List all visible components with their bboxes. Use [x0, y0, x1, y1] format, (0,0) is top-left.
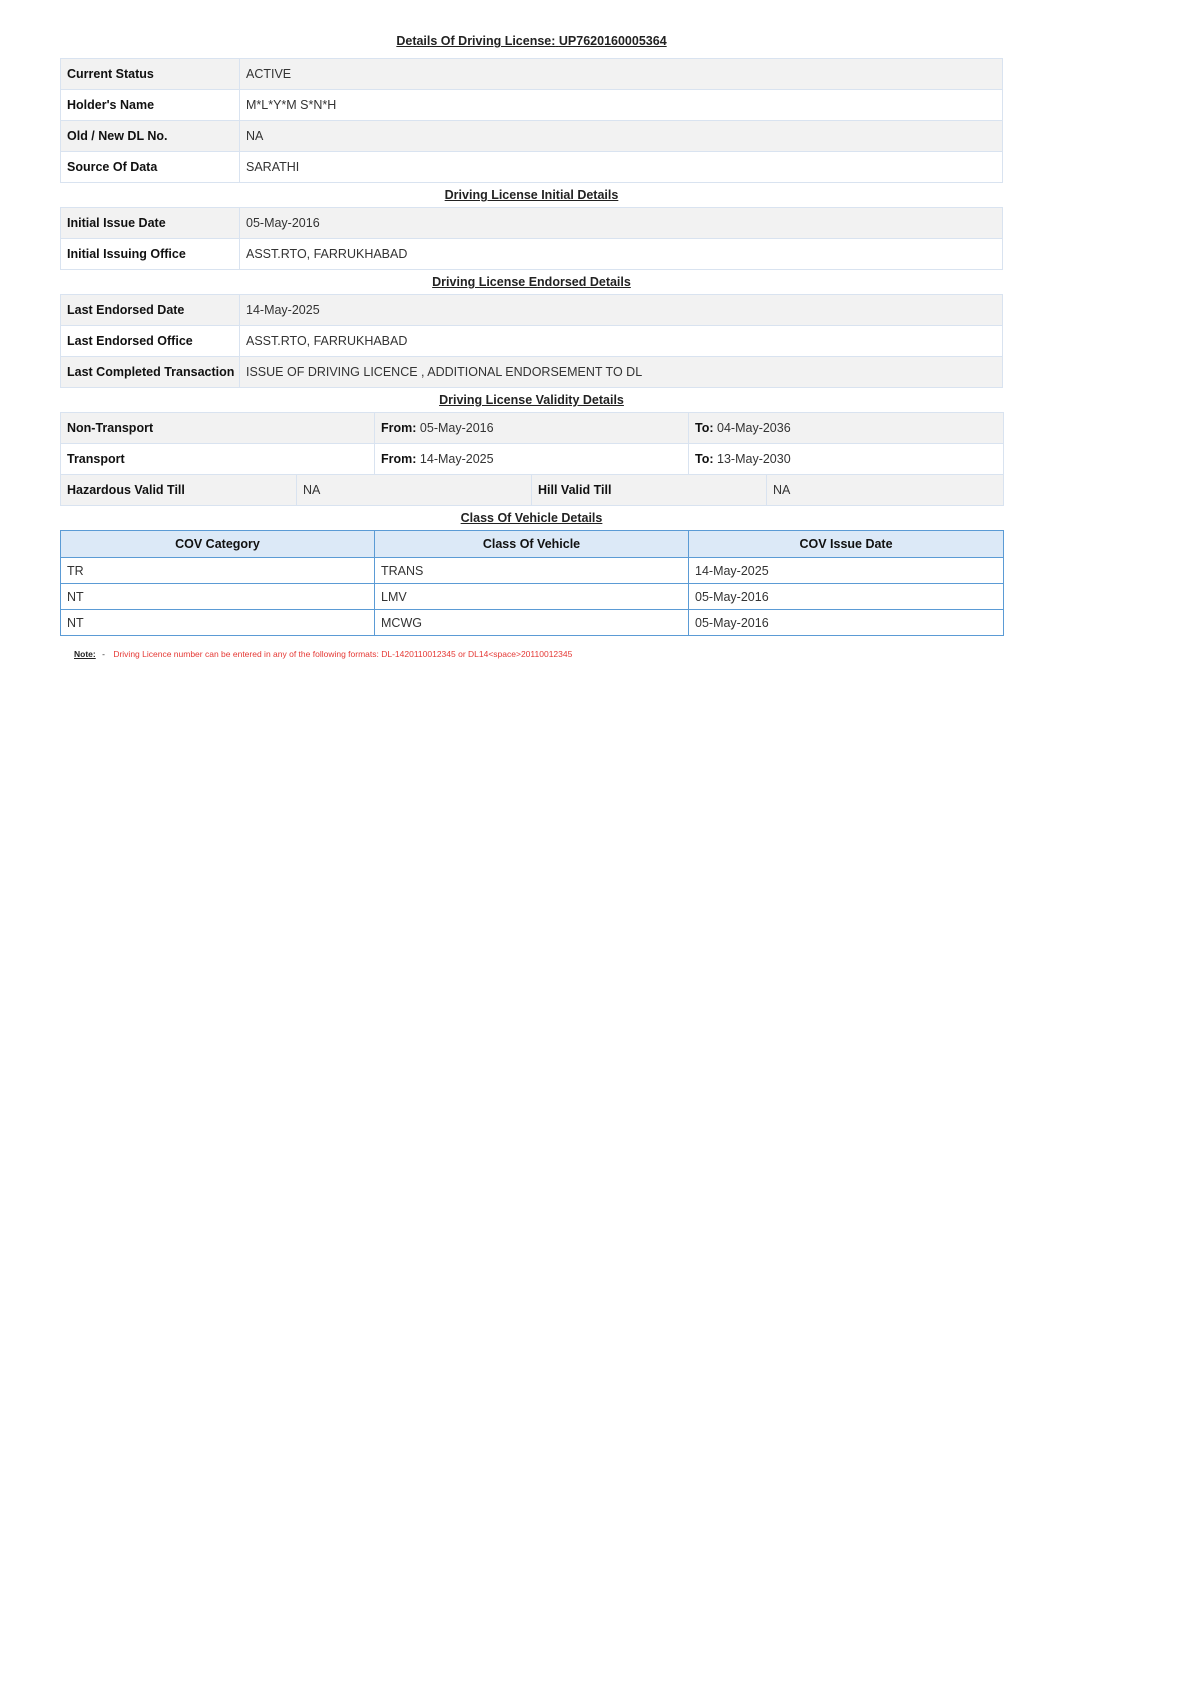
note-label: Note:	[74, 649, 96, 659]
non-transport-from	[375, 413, 689, 444]
page-title-prefix: Details Of Driving License:	[396, 34, 556, 48]
last-endorsed-date-label: Last Endorsed Date	[61, 295, 240, 326]
last-endorsed-office-label: Last Endorsed Office	[61, 326, 240, 357]
cov-category-cell: NT	[61, 610, 375, 636]
last-completed-transaction-label: Last Completed Transaction	[61, 357, 240, 388]
class-of-vehicle-cell: LMV	[375, 584, 689, 610]
table-row	[61, 413, 1004, 444]
cov-issue-date-cell: 14-May-2025	[689, 558, 1004, 584]
source-of-data-label: Source Of Data	[61, 152, 240, 183]
holder-name-value: M*L*Y*M S*N*H	[240, 90, 1003, 121]
validity-details-table	[60, 412, 1004, 506]
cov-details-title: Class Of Vehicle Details	[460, 511, 603, 525]
initial-issue-date-value: 05-May-2016	[240, 208, 1003, 239]
last-completed-transaction-value: ISSUE OF DRIVING LICENCE , ADDITIONAL ENDORSEMENT TO DL	[240, 357, 1003, 388]
basic-details-table	[60, 58, 1003, 183]
hill-valid-till-value: NA	[767, 475, 1004, 506]
table-row	[61, 208, 1003, 239]
validity-details-title: Driving License Validity Details	[439, 393, 624, 407]
initial-details-title: Driving License Initial Details	[444, 188, 619, 202]
transport-from-value: 14-May-2025	[419, 452, 494, 466]
hazardous-valid-till-value: NA	[297, 475, 532, 506]
transport-from	[375, 444, 689, 475]
initial-issue-date-label: Initial Issue Date	[61, 208, 240, 239]
hazardous-valid-till-label: Hazardous Valid Till	[61, 475, 297, 506]
initial-issuing-office-value: ASST.RTO, FARRUKHABAD	[240, 239, 1003, 270]
transport-label: Transport	[61, 444, 375, 475]
holder-name-label: Holder's Name	[61, 90, 240, 121]
license-number: UP7620160005364	[558, 34, 667, 48]
table-row	[61, 475, 1004, 506]
hill-valid-till-label: Hill Valid Till	[532, 475, 767, 506]
old-new-dl-value: NA	[240, 121, 1003, 152]
cov-issue-date-cell: 05-May-2016	[689, 584, 1004, 610]
table-row	[61, 152, 1003, 183]
old-new-dl-label: Old / New DL No.	[61, 121, 240, 152]
non-transport-label: Non-Transport	[61, 413, 375, 444]
endorsed-details-title: Driving License Endorsed Details	[432, 275, 631, 289]
transport-to-value: 13-May-2030	[717, 452, 791, 466]
initial-details-table	[60, 207, 1003, 270]
endorsed-details-table	[60, 294, 1003, 388]
non-transport-from-value: 05-May-2016	[419, 421, 494, 435]
table-row	[61, 610, 1004, 636]
note-text: Driving Licence number can be entered in any of the following formats: DL-1420110012345 or DL14<space>20110012345	[113, 649, 573, 659]
page-title	[60, 30, 1003, 58]
cov-category-cell: TR	[61, 558, 375, 584]
table-row	[61, 239, 1003, 270]
initial-issuing-office-label: Initial Issuing Office	[61, 239, 240, 270]
cov-issue-date-header: COV Issue Date	[689, 531, 1004, 558]
table-row	[61, 121, 1003, 152]
non-transport-to-value: 04-May-2036	[717, 421, 791, 435]
current-status-value: ACTIVE	[240, 59, 1003, 90]
format-note	[60, 649, 1003, 659]
license-details-report	[60, 30, 1003, 659]
class-of-vehicle-cell: TRANS	[375, 558, 689, 584]
source-of-data-value: SARATHI	[240, 152, 1003, 183]
table-row	[61, 59, 1003, 90]
from-label: From:	[381, 452, 417, 466]
cov-issue-date-cell: 05-May-2016	[689, 610, 1004, 636]
table-header-row	[61, 531, 1004, 558]
table-row	[61, 326, 1003, 357]
last-endorsed-date-value: 14-May-2025	[240, 295, 1003, 326]
table-row	[61, 584, 1004, 610]
table-row	[61, 357, 1003, 388]
cov-details-table	[60, 530, 1004, 636]
class-of-vehicle-cell: MCWG	[375, 610, 689, 636]
to-label: To:	[695, 421, 714, 435]
non-transport-to	[689, 413, 1004, 444]
table-row	[61, 444, 1004, 475]
class-of-vehicle-header: Class Of Vehicle	[375, 531, 689, 558]
table-row	[61, 90, 1003, 121]
last-endorsed-office-value: ASST.RTO, FARRUKHABAD	[240, 326, 1003, 357]
transport-to	[689, 444, 1004, 475]
cov-category-cell: NT	[61, 584, 375, 610]
cov-category-header: COV Category	[61, 531, 375, 558]
from-label: From:	[381, 421, 417, 435]
to-label: To:	[695, 452, 714, 466]
current-status-label: Current Status	[61, 59, 240, 90]
table-row	[61, 295, 1003, 326]
note-dash: -	[102, 649, 105, 659]
table-row	[61, 558, 1004, 584]
